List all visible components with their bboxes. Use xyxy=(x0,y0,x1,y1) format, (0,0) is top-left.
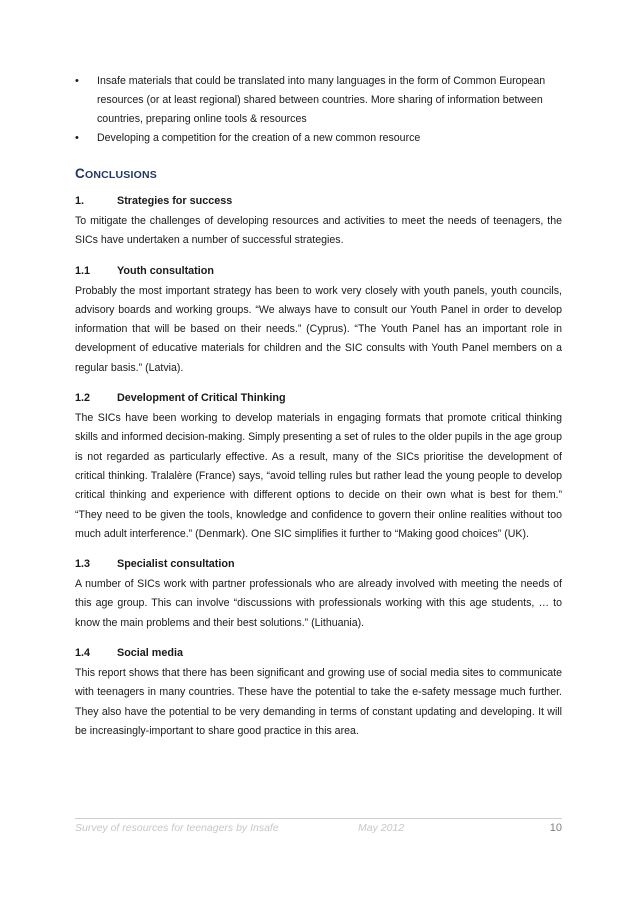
section-heading xyxy=(75,647,562,659)
section-paragraph: The SICs have been working to develop materials in engaging formats that promote critical thinking skills and informed decision-making. Simply presenting a set of rules to the older pupils in the age group is not regarded as particularly effective. As a result, many of the SICs prioritise the development of critical thinking. Tralalère (France) says, “avoid telling rules but rather lead the young people to develop critical thinking and experience with different options to decide on their own what is best for them.” “They need to be given the tools, knowledge and confidence to govern their online realities without too much adult interference.” (Denmark). One SIC simplifies it further to “Making good choices” (UK). xyxy=(75,412,562,540)
section-heading xyxy=(75,392,562,404)
section-paragraph: A number of SICs work with partner professionals who are already involved with meeting the needs of this age group. This can involve “discussions with professionals working with this age students, … to know the main problems and their best solutions.” (Lithuania). xyxy=(75,578,562,629)
section-title: Youth consultation xyxy=(117,264,214,277)
section-number: 1. xyxy=(75,195,85,207)
section-title: Specialist consultation xyxy=(117,558,235,571)
footer-title: Survey of resources for teenagers by Insafe xyxy=(75,822,279,834)
section-paragraph: Probably the most important strategy has been to work very closely with youth panels, youth councils, advisory boards and working groups. “We always have to consult our Youth Panel in order to develop information that will be based on their needs.” (Cyprus). “The Youth Panel has an important role in development of educative materials for children and the SIC consults with Youth Panel members on a regular basis.” (Latvia). xyxy=(75,284,562,374)
page-number: 10 xyxy=(549,822,562,834)
bullet-icon: • xyxy=(75,75,79,87)
section-title: Strategies for success xyxy=(117,195,233,207)
section-number: 1.4 xyxy=(75,647,91,660)
section-number: 1.2 xyxy=(75,392,91,405)
bullet-text: Insafe materials that could be translated into many languages in the form of Common European resources (or at least regional) shared between countries. More sharing of information between countries, preparing online tools & resources xyxy=(97,75,546,125)
conclusions-heading-initial: C xyxy=(75,166,85,181)
bullet-icon: • xyxy=(75,132,79,144)
page-content xyxy=(75,72,562,741)
page-footer xyxy=(75,818,562,837)
section-heading xyxy=(75,558,562,570)
section-title: Development of Critical Thinking xyxy=(117,392,286,405)
conclusions-heading-rest: ONCLUSIONS xyxy=(84,169,157,181)
bullet-item xyxy=(75,72,562,129)
section-heading xyxy=(75,195,562,207)
section-number: 1.1 xyxy=(75,264,91,277)
section-number: 1.3 xyxy=(75,558,91,571)
footer-date: May 2012 xyxy=(358,822,405,834)
section-paragraph: To mitigate the challenges of developing resources and activities to meet the needs of teenagers, the SICs have undertaken a number of successful strategies. xyxy=(75,215,562,247)
section-paragraph: This report shows that there has been significant and growing use of social media sites to communicate with teenagers in many countries. These have the potential to take the e-safety message much further. They also have the potential to be very demanding in terms of constant updating and developing. It will be increasingly-important to share good practice in this area. xyxy=(75,667,562,737)
section-heading xyxy=(75,265,562,277)
section-title: Social media xyxy=(117,647,184,660)
bullet-text: Developing a competition for the creation of a new common resource xyxy=(97,132,421,144)
conclusions-heading xyxy=(75,166,562,181)
bullet-item xyxy=(75,129,562,148)
